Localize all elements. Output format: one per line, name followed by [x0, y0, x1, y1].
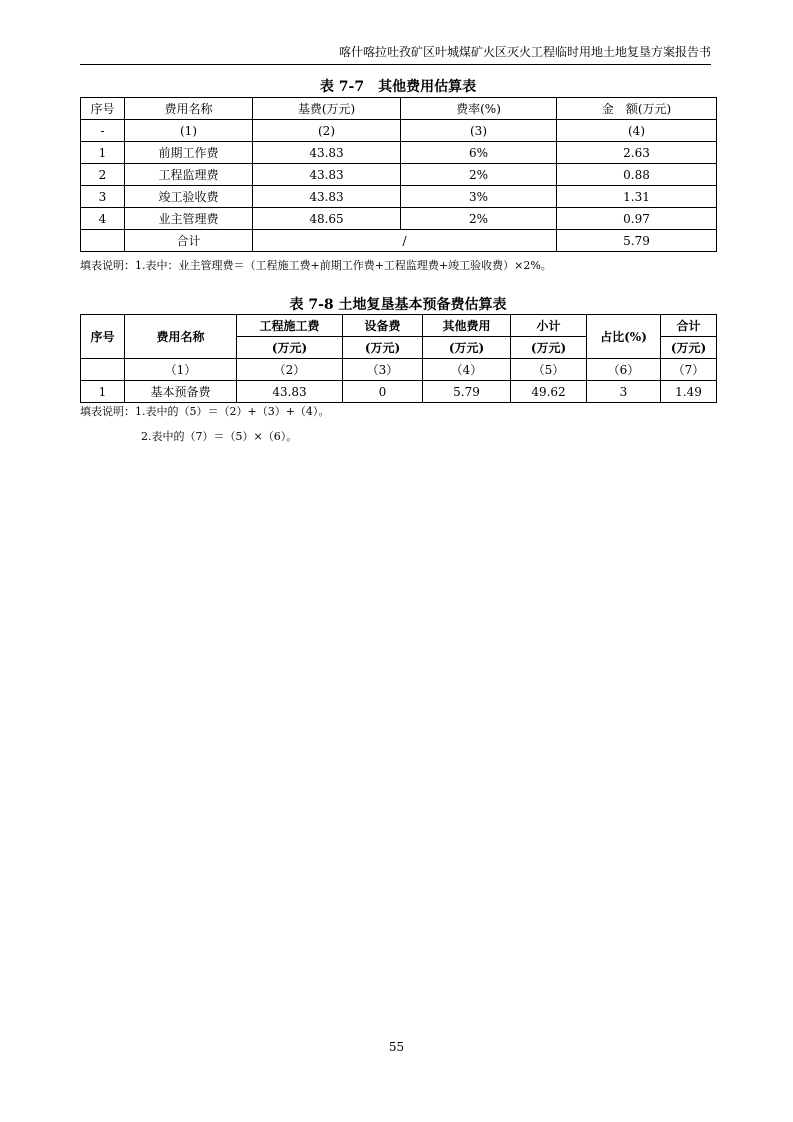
total-label: 合计 — [125, 230, 253, 252]
table-cell: (2) — [253, 120, 401, 142]
table-cell: 43.83 — [253, 164, 401, 186]
column-header: 费率(%) — [401, 98, 557, 120]
table-cell: 0.97 — [557, 208, 717, 230]
table-total-row — [81, 230, 717, 252]
column-unit: (万元) — [237, 337, 343, 359]
page-number: 55 — [388, 1040, 405, 1054]
column-header-ratio: 占比(%) — [587, 315, 661, 359]
table-cell: （7） — [661, 359, 717, 381]
table-cell: （6） — [587, 359, 661, 381]
table-cell: 1 — [81, 142, 125, 164]
column-header: 金 额(万元) — [557, 98, 717, 120]
table-cell: 基本预备费 — [125, 381, 237, 403]
table-cell: 工程监理费 — [125, 164, 253, 186]
column-unit: (万元) — [511, 337, 587, 359]
column-header-total: 合计 — [661, 315, 717, 337]
table-7-7-note: 填表说明：1.表中：业主管理费＝（工程施工费+前期工作费+工程监理费+竣工验收费）×2%。 — [80, 259, 552, 272]
table-cell: 3 — [81, 186, 125, 208]
table-index-row — [81, 120, 717, 142]
table-cell: 2 — [81, 164, 125, 186]
table-cell: 3 — [587, 381, 661, 403]
total-value: 5.79 — [557, 230, 717, 252]
table-cell: - — [81, 120, 125, 142]
table-cell: 43.83 — [253, 142, 401, 164]
table-cell: 1.31 — [557, 186, 717, 208]
table-cell: 5.79 — [423, 381, 511, 403]
table-cell: 2% — [401, 208, 557, 230]
column-header-name: 费用名称 — [125, 315, 237, 359]
table-index-row — [81, 359, 717, 381]
table-7-7-title: 表 7-7 其他费用估算表 — [319, 79, 477, 95]
column-header-other: 其他费用 — [423, 315, 511, 337]
table-row — [81, 142, 717, 164]
table-cell — [81, 359, 125, 381]
column-header-no: 序号 — [81, 315, 125, 359]
column-unit: (万元) — [661, 337, 717, 359]
table-7-8-note-2: 2.表中的（7）＝（5）×（6）。 — [141, 430, 298, 443]
table-row — [81, 164, 717, 186]
table-cell: (4) — [557, 120, 717, 142]
column-unit: (万元) — [343, 337, 423, 359]
table-cell: （2） — [237, 359, 343, 381]
table-cell: 业主管理费 — [125, 208, 253, 230]
table-cell: （5） — [511, 359, 587, 381]
table-cell — [81, 230, 125, 252]
table-cell: 4 — [81, 208, 125, 230]
table-cell: 1.49 — [661, 381, 717, 403]
column-unit: (万元) — [423, 337, 511, 359]
table-7-8-title: 表 7-8 土地复垦基本预备费估算表 — [289, 297, 507, 313]
column-header: 费用名称 — [125, 98, 253, 120]
table-cell: （3） — [343, 359, 423, 381]
table-cell: 前期工作费 — [125, 142, 253, 164]
header-rule — [80, 64, 711, 65]
table-cell: 48.65 — [253, 208, 401, 230]
table-cell: 43.83 — [237, 381, 343, 403]
table-header-row — [81, 315, 717, 337]
table-cell: 6% — [401, 142, 557, 164]
table-cell: (3) — [401, 120, 557, 142]
table-row — [81, 208, 717, 230]
table-7-8-note-1: 填表说明：1.表中的（5）＝（2）+（3）+（4）。 — [80, 405, 330, 418]
table-cell: 2.63 — [557, 142, 717, 164]
column-header: 序号 — [81, 98, 125, 120]
table-7-8 — [80, 314, 717, 403]
total-middle: / — [253, 230, 557, 252]
table-cell: （1） — [125, 359, 237, 381]
table-row — [81, 381, 717, 403]
table-cell: 3% — [401, 186, 557, 208]
column-header-subtotal: 小计 — [511, 315, 587, 337]
table-cell: 竣工验收费 — [125, 186, 253, 208]
column-header-equipment: 设备费 — [343, 315, 423, 337]
table-cell: (1) — [125, 120, 253, 142]
table-cell: 2% — [401, 164, 557, 186]
table-row — [81, 186, 717, 208]
table-7-7 — [80, 97, 717, 252]
page-header: 喀什喀拉吐孜矿区叶城煤矿火区灭火工程临时用地土地复垦方案报告书 — [338, 45, 711, 59]
table-cell: 43.83 — [253, 186, 401, 208]
table-cell: 1 — [81, 381, 125, 403]
table-cell: 0.88 — [557, 164, 717, 186]
column-header-construction: 工程施工费 — [237, 315, 343, 337]
table-header-row — [81, 98, 717, 120]
table-cell: （4） — [423, 359, 511, 381]
table-cell: 49.62 — [511, 381, 587, 403]
table-cell: 0 — [343, 381, 423, 403]
column-header: 基费(万元) — [253, 98, 401, 120]
